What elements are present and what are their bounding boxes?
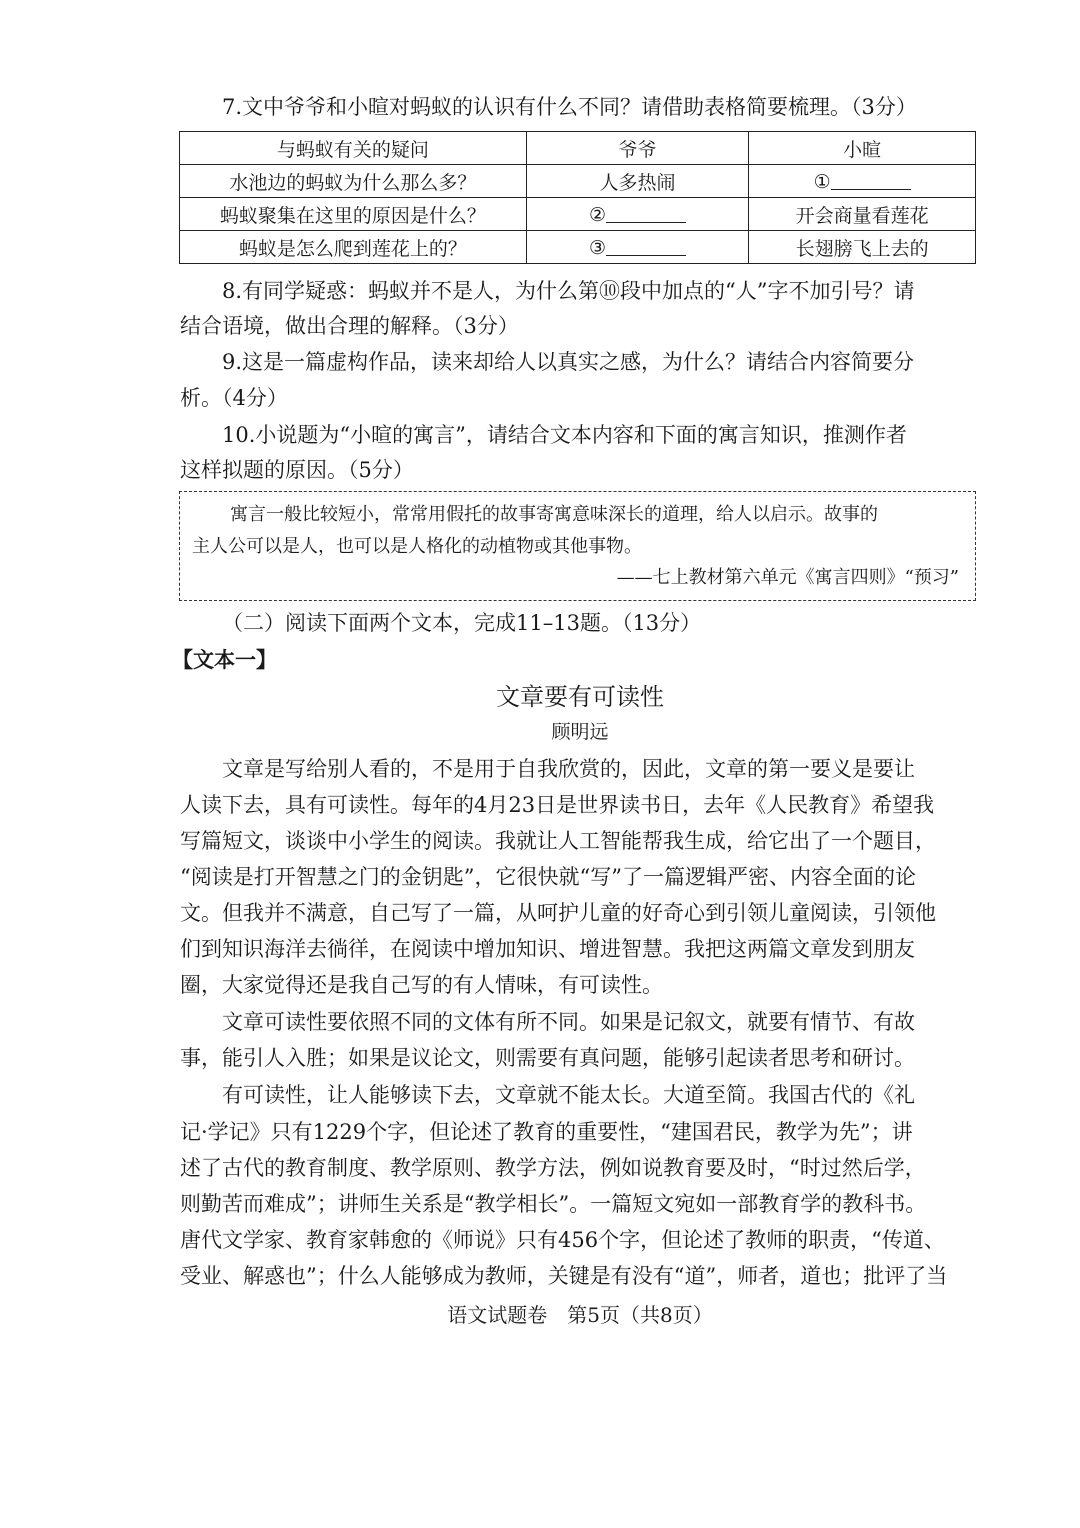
table-header-question: 与蚂蚁有关的疑问 (180, 132, 527, 165)
answer-blank-2[interactable] (606, 202, 686, 223)
article-title: 文章要有可读性 (496, 683, 664, 711)
note-line1: 寓言一般比较短小，常常用假托的故事寄寓意味深长的道理，给人以启示。故事的 (230, 504, 878, 525)
table-cell-grandpa: 人多热闹 (526, 165, 749, 198)
table-cell-answer-blank[interactable] (526, 198, 749, 231)
question-7-table (179, 131, 976, 264)
article-line: 有可读性，让人能够读下去，文章就不能太长。大道至简。我国古代的《礼 (222, 1083, 915, 1107)
table-row (180, 231, 976, 264)
page-footer: 语文试题卷 第5页（共8页） (447, 1303, 713, 1327)
table-row (180, 198, 976, 231)
table-cell-xiaoxuan: 长翅膀飞上去的 (749, 231, 976, 264)
table-cell-question: 蚂蚁聚集在这里的原因是什么？ (180, 198, 527, 231)
article-line: 受业、解惑也”；什么人能够成为教师，关键是有没有“道”，师者，道也；批评了当 (180, 1264, 948, 1288)
answer-blank-3[interactable] (606, 235, 686, 256)
question-7-text: 7.文中爷爷和小暄对蚂蚁的认识有什么不同？请借助表格简要梳理。（3分） (222, 95, 917, 119)
article-line: 文。但我并不满意，自己写了一篇，从呵护儿童的好奇心到引领儿童阅读，引领他 (180, 901, 936, 925)
note-source: ——七上教材第六单元《寓言四则》“预习” (616, 567, 959, 588)
text-one-label: 【文本一】 (172, 647, 277, 672)
table-header-xiaoxuan: 小暄 (749, 132, 976, 165)
table-cell-answer-blank[interactable] (526, 231, 749, 264)
article-author: 顾明远 (551, 721, 609, 743)
fable-knowledge-box (179, 491, 976, 601)
table-cell-question: 蚂蚁是怎么爬到莲花上的？ (180, 231, 527, 264)
question-8-line1: 8.有同学疑惑：蚂蚁并不是人，为什么第⑩段中加点的“人”字不加引号？请 (222, 279, 915, 303)
article-line: 则勤苦而难成”；讲师生关系是“教学相长”。一篇短文宛如一部教育学的教科书。 (180, 1192, 927, 1216)
article-line: 们到知识海洋去徜徉，在阅读中增加知识、增进智慧。我把这两篇文章发到朋友 (180, 937, 915, 961)
article-line: 人读下去，具有可读性。每年的4月23日是世界读书日，去年《人民教育》希望我 (180, 793, 935, 817)
table-cell-question: 水池边的蚂蚁为什么那么多？ (180, 165, 527, 198)
article-line: 事，能引人入胜；如果是议论文，则需要有真问题，能够引起读者思考和研讨。 (180, 1046, 915, 1070)
note-line2: 主人公可以是人，也可以是人格化的动植物或其他事物。 (192, 536, 642, 557)
table-header-row (180, 132, 976, 165)
table-cell-answer-blank[interactable] (749, 165, 976, 198)
table-cell-xiaoxuan: 开会商量看莲花 (749, 198, 976, 231)
article-line: “阅读是打开智慧之门的金钥匙”，它很快就“写”了一篇逻辑严密、内容全面的论 (180, 865, 916, 889)
question-8-line2: 结合语境，做出合理的解释。（3分） (180, 314, 519, 338)
table-row (180, 165, 976, 198)
question-10-line2: 这样拟题的原因。（5分） (180, 458, 414, 482)
question-10-line1: 10.小说题为“小暄的寓言”，请结合文本内容和下面的寓言知识，推测作者 (222, 423, 907, 447)
article-line: 记·学记》只有1229个字，但论述了教育的重要性，“建国君民，教学为先”；讲 (180, 1120, 913, 1144)
article-line: 圈，大家觉得还是我自己写的有人情味，有可读性。 (180, 973, 663, 997)
question-9-line2: 析。（4分） (180, 386, 288, 410)
section-2-heading: （二）阅读下面两个文本，完成11–13题。（13分） (222, 611, 702, 635)
blank-marker: ③ (588, 237, 607, 259)
blank-marker: ① (813, 171, 831, 193)
answer-blank-1[interactable] (831, 169, 911, 190)
article-line: 述了古代的教育制度、教学原则、教学方法，例如说教育要及时，“时过然后学， (180, 1156, 926, 1180)
blank-marker: ② (588, 204, 607, 226)
article-line: 文章可读性要依照不同的文体有所不同。如果是记叙文，就要有情节、有故 (222, 1010, 915, 1034)
article-line: 写篇短文，谈谈中小学生的阅读。我就让人工智能帮我生成，给它出了一个题目， (180, 829, 936, 853)
table-header-grandpa: 爷爷 (526, 132, 749, 165)
article-line: 文章是写给别人看的，不是用于自我欣赏的，因此，文章的第一要义是要让 (222, 757, 915, 781)
article-line: 唐代文学家、教育家韩愈的《师说》只有456个字，但论述了教师的职责，“传道、 (180, 1228, 945, 1252)
question-9-line1: 9.这是一篇虚构作品，读来却给人以真实之感，为什么？请结合内容简要分 (222, 350, 915, 374)
